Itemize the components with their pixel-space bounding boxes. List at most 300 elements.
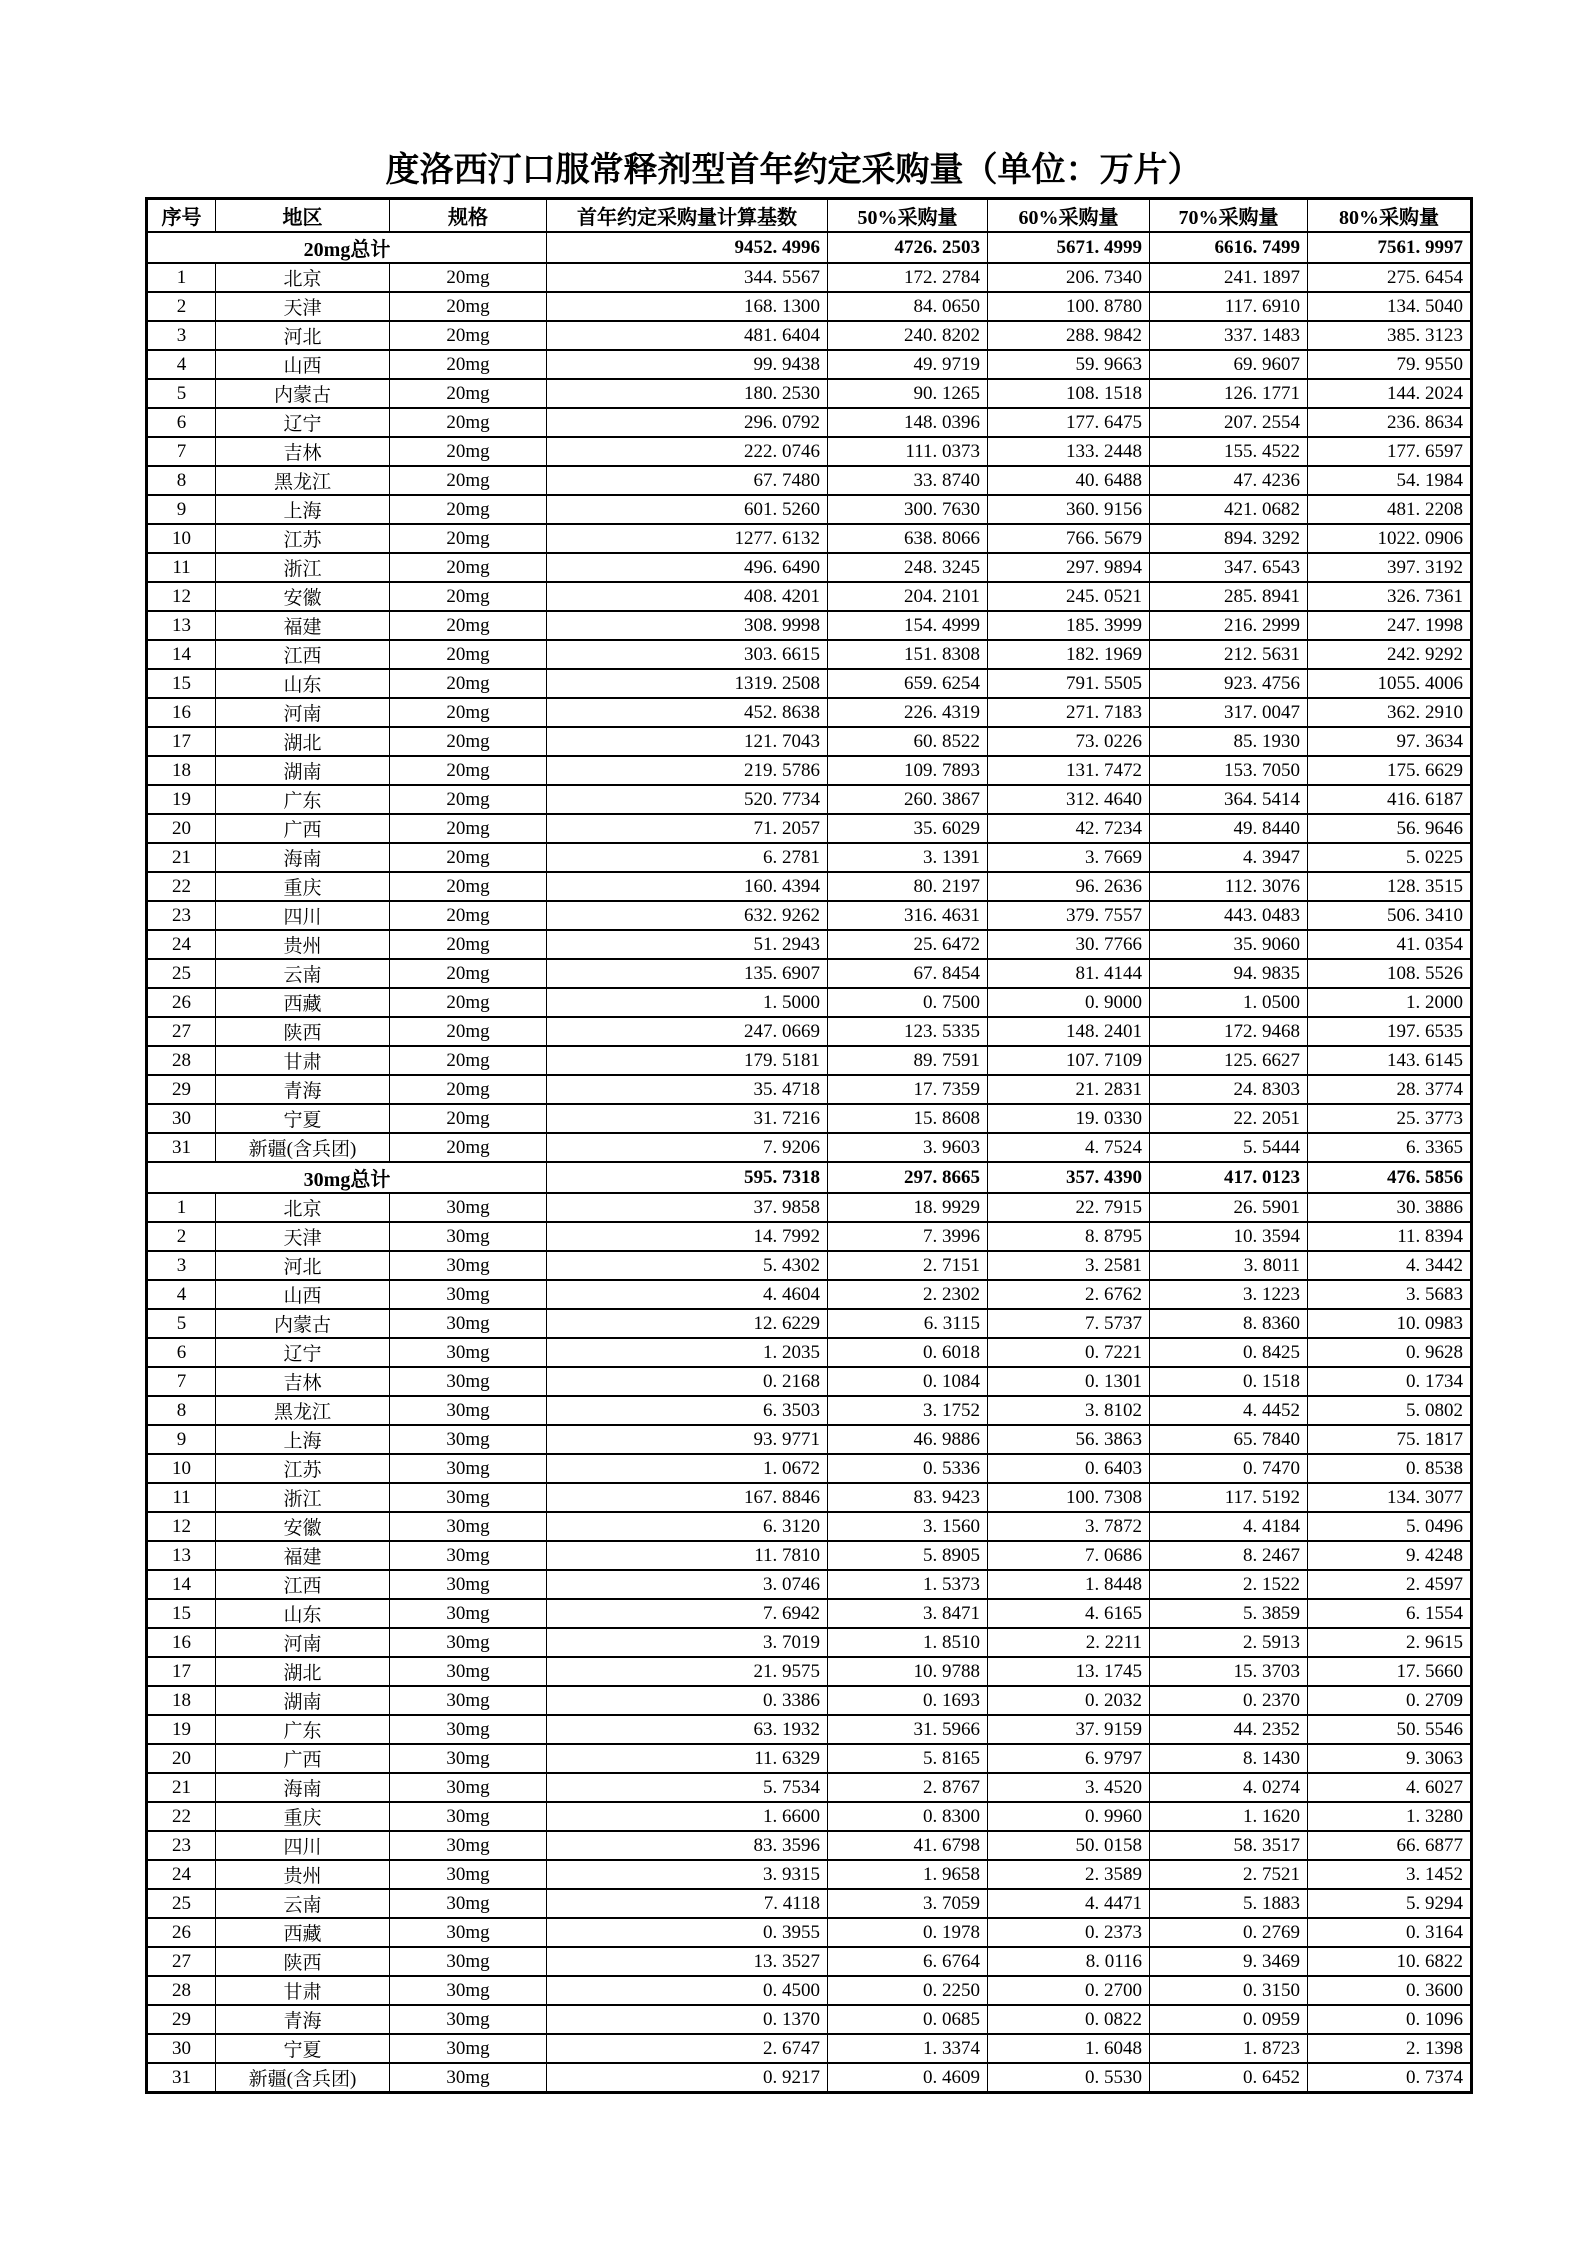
cell-spec: 20mg <box>390 988 547 1017</box>
cell-region: 黑龙江 <box>216 1396 390 1425</box>
cell-index: 22 <box>147 872 216 901</box>
cell-70pct: 0. 2769 <box>1150 1918 1308 1947</box>
cell-60pct: 206. 7340 <box>988 263 1150 292</box>
cell-80pct: 385. 3123 <box>1308 321 1472 350</box>
cell-region: 宁夏 <box>216 2034 390 2063</box>
cell-60pct: 3. 4520 <box>988 1773 1150 1802</box>
table-row <box>147 2005 1472 2034</box>
cell-80pct: 17. 5660 <box>1308 1657 1472 1686</box>
cell-50pct: 204. 2101 <box>828 582 988 611</box>
column-header-4: 50%采购量 <box>828 199 988 233</box>
cell-index: 20 <box>147 814 216 843</box>
cell-index: 29 <box>147 1075 216 1104</box>
cell-70pct: 22. 2051 <box>1150 1104 1308 1133</box>
cell-base: 4. 4604 <box>547 1280 828 1309</box>
cell-index: 1 <box>147 1193 216 1222</box>
cell-80pct: 41. 0354 <box>1308 930 1472 959</box>
cell-spec: 30mg <box>390 1570 547 1599</box>
cell-50pct: 123. 5335 <box>828 1017 988 1046</box>
cell-spec: 20mg <box>390 785 547 814</box>
cell-60pct: 2. 6762 <box>988 1280 1150 1309</box>
cell-index: 19 <box>147 785 216 814</box>
cell-60pct: 271. 7183 <box>988 698 1150 727</box>
cell-60pct: 766. 5679 <box>988 524 1150 553</box>
cell-60pct: 6. 9797 <box>988 1744 1150 1773</box>
cell-70pct: 44. 2352 <box>1150 1715 1308 1744</box>
cell-region: 陕西 <box>216 1947 390 1976</box>
cell-60pct: 360. 9156 <box>988 495 1150 524</box>
cell-70pct: 69. 9607 <box>1150 350 1308 379</box>
cell-50pct: 33. 8740 <box>828 466 988 495</box>
cell-50pct: 260. 3867 <box>828 785 988 814</box>
cell-base: 160. 4394 <box>547 872 828 901</box>
cell-60pct: 185. 3999 <box>988 611 1150 640</box>
cell-80pct: 134. 3077 <box>1308 1483 1472 1512</box>
cell-70pct: 65. 7840 <box>1150 1425 1308 1454</box>
cell-70pct: 9. 3469 <box>1150 1947 1308 1976</box>
table-row <box>147 553 1472 582</box>
cell-base: 0. 1370 <box>547 2005 828 2034</box>
cell-60pct: 0. 1301 <box>988 1367 1150 1396</box>
cell-60pct: 1. 8448 <box>988 1570 1150 1599</box>
cell-index: 13 <box>147 611 216 640</box>
cell-80pct: 416. 6187 <box>1308 785 1472 814</box>
table-row <box>147 785 1472 814</box>
cell-50pct: 6. 3115 <box>828 1309 988 1338</box>
cell-region: 陕西 <box>216 1017 390 1046</box>
cell-spec: 30mg <box>390 1309 547 1338</box>
cell-50pct: 0. 5336 <box>828 1454 988 1483</box>
cell-index: 28 <box>147 1046 216 1075</box>
cell-70pct: 0. 1518 <box>1150 1367 1308 1396</box>
table-row <box>147 1193 1472 1222</box>
cell-region: 青海 <box>216 1075 390 1104</box>
cell-index: 6 <box>147 1338 216 1367</box>
column-header-6: 70%采购量 <box>1150 199 1308 233</box>
cell-spec: 30mg <box>390 1976 547 2005</box>
cell-region: 广西 <box>216 1744 390 1773</box>
total-50pct: 297. 8665 <box>828 1162 988 1193</box>
cell-50pct: 226. 4319 <box>828 698 988 727</box>
cell-base: 632. 9262 <box>547 901 828 930</box>
cell-region: 西藏 <box>216 988 390 1017</box>
table-row <box>147 2063 1472 2093</box>
cell-80pct: 0. 3164 <box>1308 1918 1472 1947</box>
cell-60pct: 2. 3589 <box>988 1860 1150 1889</box>
cell-spec: 20mg <box>390 814 547 843</box>
cell-70pct: 2. 7521 <box>1150 1860 1308 1889</box>
cell-index: 7 <box>147 437 216 466</box>
cell-base: 51. 2943 <box>547 930 828 959</box>
cell-base: 180. 2530 <box>547 379 828 408</box>
cell-70pct: 8. 1430 <box>1150 1744 1308 1773</box>
table-row <box>147 408 1472 437</box>
cell-index: 24 <box>147 1860 216 1889</box>
cell-60pct: 100. 8780 <box>988 292 1150 321</box>
cell-region: 福建 <box>216 611 390 640</box>
cell-70pct: 5. 3859 <box>1150 1599 1308 1628</box>
cell-region: 辽宁 <box>216 1338 390 1367</box>
cell-region: 辽宁 <box>216 408 390 437</box>
cell-60pct: 56. 3863 <box>988 1425 1150 1454</box>
cell-index: 16 <box>147 698 216 727</box>
cell-50pct: 109. 7893 <box>828 756 988 785</box>
cell-spec: 30mg <box>390 1744 547 1773</box>
table-row <box>147 1831 1472 1860</box>
cell-50pct: 3. 1560 <box>828 1512 988 1541</box>
cell-region: 北京 <box>216 263 390 292</box>
table-row <box>147 930 1472 959</box>
cell-80pct: 1055. 4006 <box>1308 669 1472 698</box>
cell-60pct: 297. 9894 <box>988 553 1150 582</box>
cell-50pct: 7. 3996 <box>828 1222 988 1251</box>
cell-80pct: 1. 2000 <box>1308 988 1472 1017</box>
cell-spec: 30mg <box>390 1512 547 1541</box>
cell-spec: 30mg <box>390 2005 547 2034</box>
cell-index: 8 <box>147 466 216 495</box>
cell-80pct: 79. 9550 <box>1308 350 1472 379</box>
cell-80pct: 54. 1984 <box>1308 466 1472 495</box>
cell-80pct: 6. 1554 <box>1308 1599 1472 1628</box>
cell-spec: 30mg <box>390 1251 547 1280</box>
cell-region: 河南 <box>216 698 390 727</box>
cell-80pct: 30. 3886 <box>1308 1193 1472 1222</box>
cell-spec: 20mg <box>390 379 547 408</box>
cell-50pct: 3. 1391 <box>828 843 988 872</box>
column-header-7: 80%采购量 <box>1308 199 1472 233</box>
cell-region: 四川 <box>216 1831 390 1860</box>
total-80pct: 7561. 9997 <box>1308 232 1472 263</box>
cell-spec: 30mg <box>390 1715 547 1744</box>
cell-index: 11 <box>147 1483 216 1512</box>
column-header-1: 地区 <box>216 199 390 233</box>
cell-base: 7. 4118 <box>547 1889 828 1918</box>
cell-50pct: 80. 2197 <box>828 872 988 901</box>
cell-80pct: 11. 8394 <box>1308 1222 1472 1251</box>
cell-70pct: 1. 1620 <box>1150 1802 1308 1831</box>
total-base: 595. 7318 <box>547 1162 828 1193</box>
cell-base: 0. 9217 <box>547 2063 828 2093</box>
cell-spec: 20mg <box>390 524 547 553</box>
total-70pct: 6616. 7499 <box>1150 232 1308 263</box>
cell-index: 17 <box>147 1657 216 1686</box>
cell-80pct: 4. 6027 <box>1308 1773 1472 1802</box>
cell-base: 1. 5000 <box>547 988 828 1017</box>
cell-50pct: 151. 8308 <box>828 640 988 669</box>
cell-70pct: 3. 8011 <box>1150 1251 1308 1280</box>
cell-base: 1277. 6132 <box>547 524 828 553</box>
cell-base: 344. 5567 <box>547 263 828 292</box>
cell-50pct: 0. 2250 <box>828 1976 988 2005</box>
cell-base: 408. 4201 <box>547 582 828 611</box>
cell-80pct: 3. 5683 <box>1308 1280 1472 1309</box>
cell-spec: 20mg <box>390 872 547 901</box>
table-row <box>147 1570 1472 1599</box>
cell-70pct: 923. 4756 <box>1150 669 1308 698</box>
cell-80pct: 50. 5546 <box>1308 1715 1472 1744</box>
table-row <box>147 1541 1472 1570</box>
cell-60pct: 0. 9960 <box>988 1802 1150 1831</box>
cell-region: 内蒙古 <box>216 1309 390 1338</box>
cell-index: 21 <box>147 843 216 872</box>
cell-60pct: 7. 5737 <box>988 1309 1150 1338</box>
cell-spec: 30mg <box>390 1193 547 1222</box>
cell-index: 5 <box>147 1309 216 1338</box>
column-header-3: 首年约定采购量计算基数 <box>547 199 828 233</box>
table-row <box>147 901 1472 930</box>
cell-spec: 30mg <box>390 1396 547 1425</box>
cell-region: 云南 <box>216 1889 390 1918</box>
cell-60pct: 59. 9663 <box>988 350 1150 379</box>
cell-50pct: 2. 7151 <box>828 1251 988 1280</box>
cell-base: 7. 6942 <box>547 1599 828 1628</box>
cell-spec: 30mg <box>390 1338 547 1367</box>
cell-70pct: 4. 4184 <box>1150 1512 1308 1541</box>
cell-base: 35. 4718 <box>547 1075 828 1104</box>
cell-index: 7 <box>147 1367 216 1396</box>
cell-60pct: 0. 9000 <box>988 988 1150 1017</box>
cell-70pct: 894. 3292 <box>1150 524 1308 553</box>
cell-index: 18 <box>147 756 216 785</box>
cell-spec: 20mg <box>390 698 547 727</box>
cell-index: 5 <box>147 379 216 408</box>
cell-70pct: 10. 3594 <box>1150 1222 1308 1251</box>
cell-base: 6. 2781 <box>547 843 828 872</box>
cell-region: 新疆(含兵团) <box>216 1133 390 1162</box>
cell-spec: 30mg <box>390 1222 547 1251</box>
cell-region: 天津 <box>216 292 390 321</box>
table-row <box>147 756 1472 785</box>
cell-spec: 30mg <box>390 1947 547 1976</box>
cell-50pct: 3. 8471 <box>828 1599 988 1628</box>
cell-80pct: 0. 7374 <box>1308 2063 1472 2093</box>
table-row <box>147 1512 1472 1541</box>
cell-region: 湖北 <box>216 1657 390 1686</box>
cell-base: 67. 7480 <box>547 466 828 495</box>
cell-region: 上海 <box>216 495 390 524</box>
cell-index: 23 <box>147 1831 216 1860</box>
cell-80pct: 2. 1398 <box>1308 2034 1472 2063</box>
cell-60pct: 0. 7221 <box>988 1338 1150 1367</box>
total-base: 9452. 4996 <box>547 232 828 263</box>
cell-spec: 20mg <box>390 582 547 611</box>
table-row <box>147 959 1472 988</box>
cell-60pct: 3. 8102 <box>988 1396 1150 1425</box>
table-row <box>147 292 1472 321</box>
cell-60pct: 379. 7557 <box>988 901 1150 930</box>
cell-spec: 30mg <box>390 1657 547 1686</box>
cell-spec: 20mg <box>390 437 547 466</box>
cell-spec: 30mg <box>390 1454 547 1483</box>
cell-60pct: 312. 4640 <box>988 785 1150 814</box>
cell-80pct: 0. 8538 <box>1308 1454 1472 1483</box>
cell-70pct: 0. 2370 <box>1150 1686 1308 1715</box>
cell-80pct: 4. 3442 <box>1308 1251 1472 1280</box>
cell-region: 宁夏 <box>216 1104 390 1133</box>
cell-80pct: 6. 3365 <box>1308 1133 1472 1162</box>
cell-80pct: 0. 1734 <box>1308 1367 1472 1396</box>
cell-60pct: 108. 1518 <box>988 379 1150 408</box>
cell-50pct: 240. 8202 <box>828 321 988 350</box>
cell-80pct: 9. 4248 <box>1308 1541 1472 1570</box>
cell-region: 山西 <box>216 1280 390 1309</box>
cell-region: 甘肃 <box>216 1046 390 1075</box>
cell-region: 河北 <box>216 321 390 350</box>
cell-80pct: 1. 3280 <box>1308 1802 1472 1831</box>
cell-region: 山西 <box>216 350 390 379</box>
cell-60pct: 791. 5505 <box>988 669 1150 698</box>
cell-index: 6 <box>147 408 216 437</box>
cell-spec: 30mg <box>390 1802 547 1831</box>
table-row <box>147 1483 1472 1512</box>
cell-base: 179. 5181 <box>547 1046 828 1075</box>
cell-70pct: 8. 2467 <box>1150 1541 1308 1570</box>
cell-index: 30 <box>147 1104 216 1133</box>
cell-80pct: 481. 2208 <box>1308 495 1472 524</box>
cell-index: 15 <box>147 1599 216 1628</box>
cell-50pct: 638. 8066 <box>828 524 988 553</box>
cell-50pct: 90. 1265 <box>828 379 988 408</box>
cell-spec: 20mg <box>390 727 547 756</box>
cell-70pct: 216. 2999 <box>1150 611 1308 640</box>
cell-70pct: 241. 1897 <box>1150 263 1308 292</box>
cell-70pct: 112. 3076 <box>1150 872 1308 901</box>
cell-spec: 20mg <box>390 640 547 669</box>
cell-base: 5. 4302 <box>547 1251 828 1280</box>
cell-70pct: 26. 5901 <box>1150 1193 1308 1222</box>
cell-spec: 30mg <box>390 1425 547 1454</box>
cell-50pct: 3. 9603 <box>828 1133 988 1162</box>
table-row <box>147 640 1472 669</box>
cell-spec: 20mg <box>390 553 547 582</box>
cell-index: 2 <box>147 292 216 321</box>
cell-region: 广东 <box>216 785 390 814</box>
cell-80pct: 0. 9628 <box>1308 1338 1472 1367</box>
cell-base: 0. 3386 <box>547 1686 828 1715</box>
table-row <box>147 611 1472 640</box>
cell-base: 481. 6404 <box>547 321 828 350</box>
cell-60pct: 0. 2032 <box>988 1686 1150 1715</box>
cell-50pct: 0. 6018 <box>828 1338 988 1367</box>
cell-50pct: 1. 9658 <box>828 1860 988 1889</box>
cell-60pct: 42. 7234 <box>988 814 1150 843</box>
cell-80pct: 10. 0983 <box>1308 1309 1472 1338</box>
cell-70pct: 58. 3517 <box>1150 1831 1308 1860</box>
table-row <box>147 437 1472 466</box>
cell-index: 15 <box>147 669 216 698</box>
cell-50pct: 0. 1978 <box>828 1918 988 1947</box>
cell-region: 内蒙古 <box>216 379 390 408</box>
table-row <box>147 1425 1472 1454</box>
table-row <box>147 1251 1472 1280</box>
cell-80pct: 66. 6877 <box>1308 1831 1472 1860</box>
cell-60pct: 2. 2211 <box>988 1628 1150 1657</box>
cell-base: 167. 8846 <box>547 1483 828 1512</box>
cell-70pct: 3. 1223 <box>1150 1280 1308 1309</box>
cell-70pct: 421. 0682 <box>1150 495 1308 524</box>
cell-80pct: 3. 1452 <box>1308 1860 1472 1889</box>
cell-50pct: 41. 6798 <box>828 1831 988 1860</box>
table-row <box>147 669 1472 698</box>
cell-index: 3 <box>147 321 216 350</box>
cell-70pct: 5. 1883 <box>1150 1889 1308 1918</box>
cell-index: 3 <box>147 1251 216 1280</box>
cell-70pct: 2. 1522 <box>1150 1570 1308 1599</box>
cell-base: 5. 7534 <box>547 1773 828 1802</box>
total-50pct: 4726. 2503 <box>828 232 988 263</box>
cell-80pct: 134. 5040 <box>1308 292 1472 321</box>
cell-70pct: 1. 8723 <box>1150 2034 1308 2063</box>
cell-base: 12. 6229 <box>547 1309 828 1338</box>
cell-60pct: 96. 2636 <box>988 872 1150 901</box>
cell-80pct: 28. 3774 <box>1308 1075 1472 1104</box>
cell-spec: 30mg <box>390 1889 547 1918</box>
cell-50pct: 67. 8454 <box>828 959 988 988</box>
cell-region: 山东 <box>216 1599 390 1628</box>
cell-50pct: 1. 3374 <box>828 2034 988 2063</box>
cell-80pct: 97. 3634 <box>1308 727 1472 756</box>
cell-region: 浙江 <box>216 1483 390 1512</box>
cell-base: 37. 9858 <box>547 1193 828 1222</box>
cell-spec: 30mg <box>390 1280 547 1309</box>
cell-base: 308. 9998 <box>547 611 828 640</box>
cell-index: 31 <box>147 1133 216 1162</box>
table-row <box>147 1454 1472 1483</box>
table-row <box>147 1657 1472 1686</box>
cell-region: 湖南 <box>216 1686 390 1715</box>
table-row <box>147 1075 1472 1104</box>
cell-50pct: 1. 8510 <box>828 1628 988 1657</box>
table-row <box>147 1367 1472 1396</box>
cell-index: 31 <box>147 2063 216 2093</box>
cell-60pct: 245. 0521 <box>988 582 1150 611</box>
cell-80pct: 247. 1998 <box>1308 611 1472 640</box>
cell-base: 168. 1300 <box>547 292 828 321</box>
cell-index: 29 <box>147 2005 216 2034</box>
cell-region: 江苏 <box>216 1454 390 1483</box>
cell-index: 30 <box>147 2034 216 2063</box>
cell-spec: 20mg <box>390 930 547 959</box>
cell-50pct: 25. 6472 <box>828 930 988 959</box>
cell-spec: 30mg <box>390 1860 547 1889</box>
cell-region: 河南 <box>216 1628 390 1657</box>
cell-region: 江西 <box>216 1570 390 1599</box>
cell-60pct: 0. 2373 <box>988 1918 1150 1947</box>
cell-spec: 30mg <box>390 1599 547 1628</box>
table-row <box>147 582 1472 611</box>
cell-index: 25 <box>147 1889 216 1918</box>
cell-80pct: 144. 2024 <box>1308 379 1472 408</box>
cell-60pct: 3. 2581 <box>988 1251 1150 1280</box>
cell-region: 广西 <box>216 814 390 843</box>
cell-base: 303. 6615 <box>547 640 828 669</box>
cell-index: 25 <box>147 959 216 988</box>
cell-region: 吉林 <box>216 1367 390 1396</box>
cell-70pct: 117. 6910 <box>1150 292 1308 321</box>
cell-spec: 20mg <box>390 611 547 640</box>
cell-base: 83. 3596 <box>547 1831 828 1860</box>
cell-region: 甘肃 <box>216 1976 390 2005</box>
cell-50pct: 84. 0650 <box>828 292 988 321</box>
cell-index: 10 <box>147 524 216 553</box>
section-total-label: 30mg总计 <box>147 1162 547 1193</box>
cell-50pct: 111. 0373 <box>828 437 988 466</box>
column-header-0: 序号 <box>147 199 216 233</box>
cell-80pct: 25. 3773 <box>1308 1104 1472 1133</box>
cell-spec: 30mg <box>390 1541 547 1570</box>
cell-60pct: 30. 7766 <box>988 930 1150 959</box>
page-title: 度洛西汀口服常释剂型首年约定采购量（单位：万片） <box>385 152 1202 189</box>
